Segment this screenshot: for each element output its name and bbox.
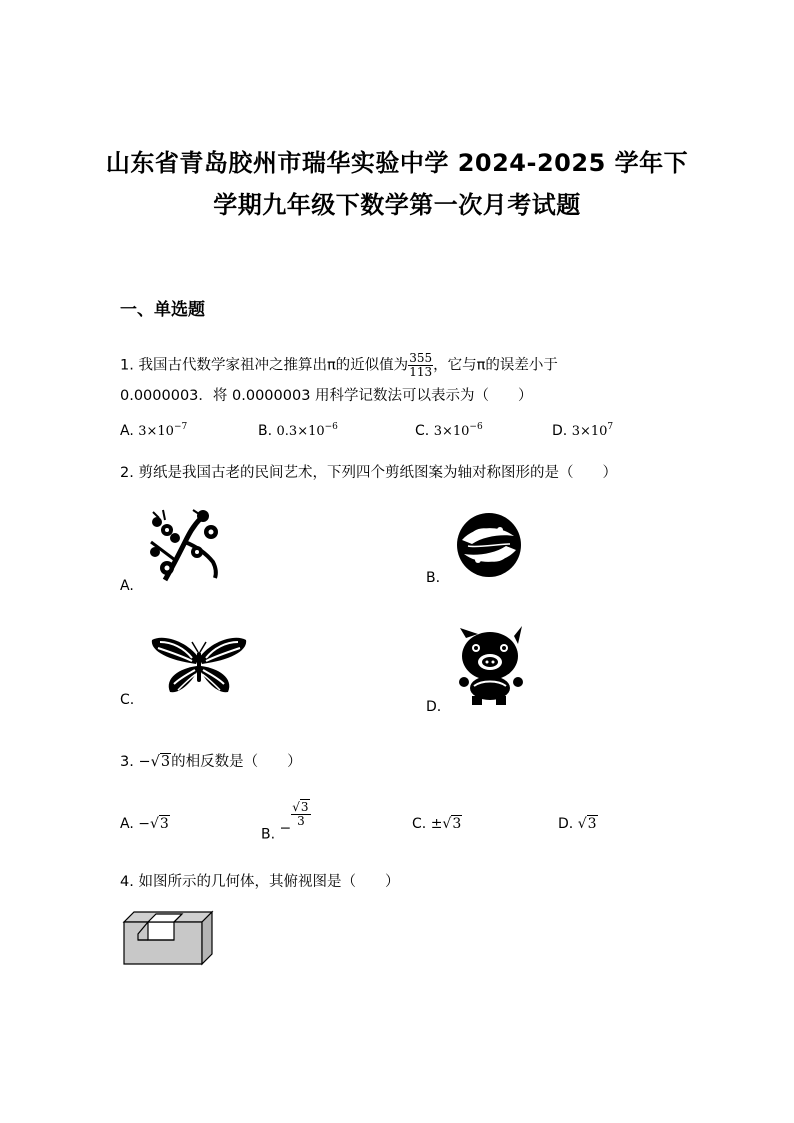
option-c[interactable]: C. ±√3: [412, 816, 462, 832]
question-2: [120, 461, 617, 482]
option-c[interactable]: [415, 423, 483, 439]
fraction-denominator: 3: [297, 814, 305, 828]
option-exponent: −6: [324, 422, 338, 432]
option-exponent: 7: [607, 422, 614, 432]
radicand: 3: [159, 816, 169, 832]
butterfly-papercut-image: [150, 634, 248, 696]
option-exponent: −6: [469, 422, 483, 432]
document-title-line1: 山东省青岛胶州市瑞华实验中学 2024-2025 学年下: [105, 149, 689, 177]
option-letter: B.: [261, 826, 276, 843]
radicand: 3: [160, 754, 171, 770]
question-3: [120, 750, 302, 771]
question-text: ，它与π的误差小于: [433, 357, 558, 374]
option-c[interactable]: C.: [120, 692, 135, 708]
option-value: 3×10: [138, 424, 174, 439]
option-letter: A.: [120, 423, 134, 439]
option-letter: D.: [552, 423, 568, 439]
pig-papercut-image: [456, 626, 526, 706]
minus-sign: −: [138, 754, 151, 770]
option-a[interactable]: A. −√3: [120, 816, 169, 832]
section-heading: 一、单选题: [120, 300, 205, 320]
option-letter: A.: [120, 816, 134, 832]
question-number: 4.: [120, 874, 134, 890]
option-b[interactable]: B.: [426, 570, 441, 586]
option-d[interactable]: [552, 423, 613, 439]
option-a[interactable]: A.: [120, 578, 134, 594]
fraction-numerator: 355: [409, 351, 433, 365]
radicand: 3: [300, 800, 309, 814]
question-text: 剪纸是我国古老的民间艺术，下列四个剪纸图案为轴对称图形的是（ ）: [138, 465, 617, 481]
question-1-line2: 0.0000003．将 0.0000003 用科学记数法可以表示为（ ）: [120, 388, 533, 404]
fraction-sqrt3-over-3: $\frac{√3}{3}$: [292, 800, 309, 828]
question-number: 1.: [120, 357, 134, 374]
option-letter: D.: [558, 816, 574, 832]
fraction-denominator: 113: [409, 365, 433, 379]
option-exponent: −7: [173, 422, 188, 432]
fraction-355-113: [408, 352, 433, 379]
option-letter: C.: [415, 423, 430, 439]
option-letter: C.: [412, 816, 427, 832]
option-d[interactable]: D. √3: [558, 816, 597, 832]
question-text: 如图所示的几何体，其俯视图是（ ）: [138, 874, 400, 890]
option-a[interactable]: [120, 423, 187, 439]
question-text: 的相反数是（ ）: [171, 754, 302, 770]
twin-fish-papercut-image: [454, 510, 524, 580]
option-sign: −: [279, 820, 292, 837]
option-value: 3×10: [571, 424, 608, 439]
option-b[interactable]: [261, 801, 311, 843]
question-4: [120, 870, 399, 891]
option-value: 0.3×10: [276, 424, 325, 439]
radicand: 3: [587, 816, 597, 832]
question-1: [120, 352, 558, 379]
option-d[interactable]: D.: [426, 699, 442, 715]
question-number: 3.: [120, 754, 134, 770]
document-title-line2: 学期九年级下数学第一次月考试题: [213, 191, 581, 219]
option-b[interactable]: [258, 423, 338, 439]
option-value: 3×10: [433, 424, 470, 439]
negative-sqrt-3: −√3: [138, 754, 171, 770]
option-sign: −: [138, 816, 150, 832]
option-letter: B.: [258, 423, 273, 439]
branch-papercut-image: [145, 508, 225, 584]
question-number: 2.: [120, 465, 134, 481]
radicand: 3: [452, 816, 462, 832]
geometric-solid-figure: [120, 910, 216, 968]
option-sign: ±: [430, 816, 443, 832]
question-text: 我国古代数学家祖冲之推算出π的近似值为: [138, 357, 409, 374]
